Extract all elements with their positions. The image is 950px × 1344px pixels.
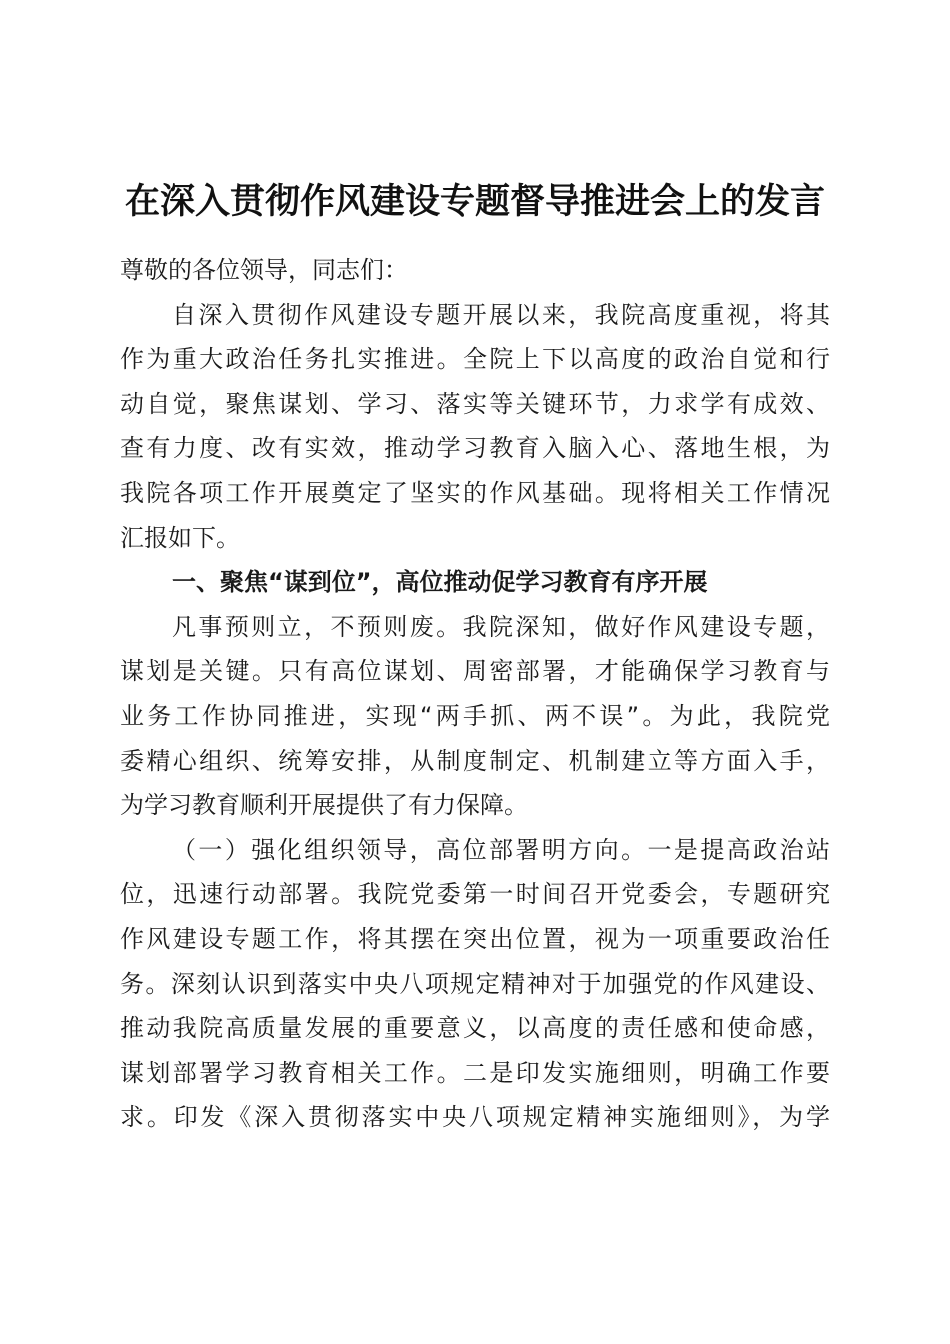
paragraph-line: 汇报如下。 — [120, 523, 240, 552]
paragraph-line: 自深入贯彻作风建设专题开展以来，我院高度重视，将其 — [172, 300, 830, 329]
document-body — [120, 248, 830, 1140]
paragraph-line: 位，迅速行动部署。我院党委第一时间召开党委会，专题研究 — [120, 880, 830, 909]
paragraph-line: 求。印发《深入贯彻落实中央八项规定精神实施细则》，为学 — [120, 1103, 830, 1132]
paragraph-line: 作为重大政治任务扎实推进。全院上下以高度的政治自觉和行 — [120, 345, 830, 374]
paragraph-line: 业务工作协同推进，实现“两手抓、两不误”。为此，我院党 — [120, 701, 830, 730]
paragraph-line: 委精心组织、统筹安排，从制度制定、机制建立等方面入手， — [120, 746, 830, 775]
paragraph-line: （一）强化组织领导，高位部署明方向。一是提高政治站 — [172, 835, 830, 864]
paragraph-line: 谋划是关键。只有高位谋划、周密部署，才能确保学习教育与 — [120, 657, 830, 686]
section-heading: 一、聚焦“谋到位”，高位推动促学习教育有序开展 — [172, 568, 708, 597]
paragraph-line: 推动我院高质量发展的重要意义，以高度的责任感和使命感， — [120, 1014, 830, 1043]
paragraph-line: 凡事预则立，不预则废。我院深知，做好作风建设专题， — [172, 612, 830, 641]
document-title: 在深入贯彻作风建设专题督导推进会上的发言 — [124, 181, 825, 222]
salutation-line: 尊敬的各位领导，同志们： — [120, 256, 408, 284]
paragraph-line: 我院各项工作开展奠定了坚实的作风基础。现将相关工作情况 — [120, 478, 830, 507]
paragraph-line: 查有力度、改有实效，推动学习教育入脑入心、落地生根，为 — [120, 434, 830, 463]
paragraph-line: 动自觉，聚焦谋划、学习、落实等关键环节，力求学有成效、 — [120, 389, 830, 418]
paragraph-line: 为学习教育顺利开展提供了有力保障。 — [120, 791, 528, 820]
paragraph-line: 作风建设专题工作，将其摆在突出位置，视为一项重要政治任 — [120, 924, 830, 953]
paragraph-line: 谋划部署学习教育相关工作。二是印发实施细则，明确工作要 — [120, 1058, 830, 1087]
paragraph-line: 务。深刻认识到落实中央八项规定精神对于加强党的作风建设、 — [120, 969, 830, 998]
